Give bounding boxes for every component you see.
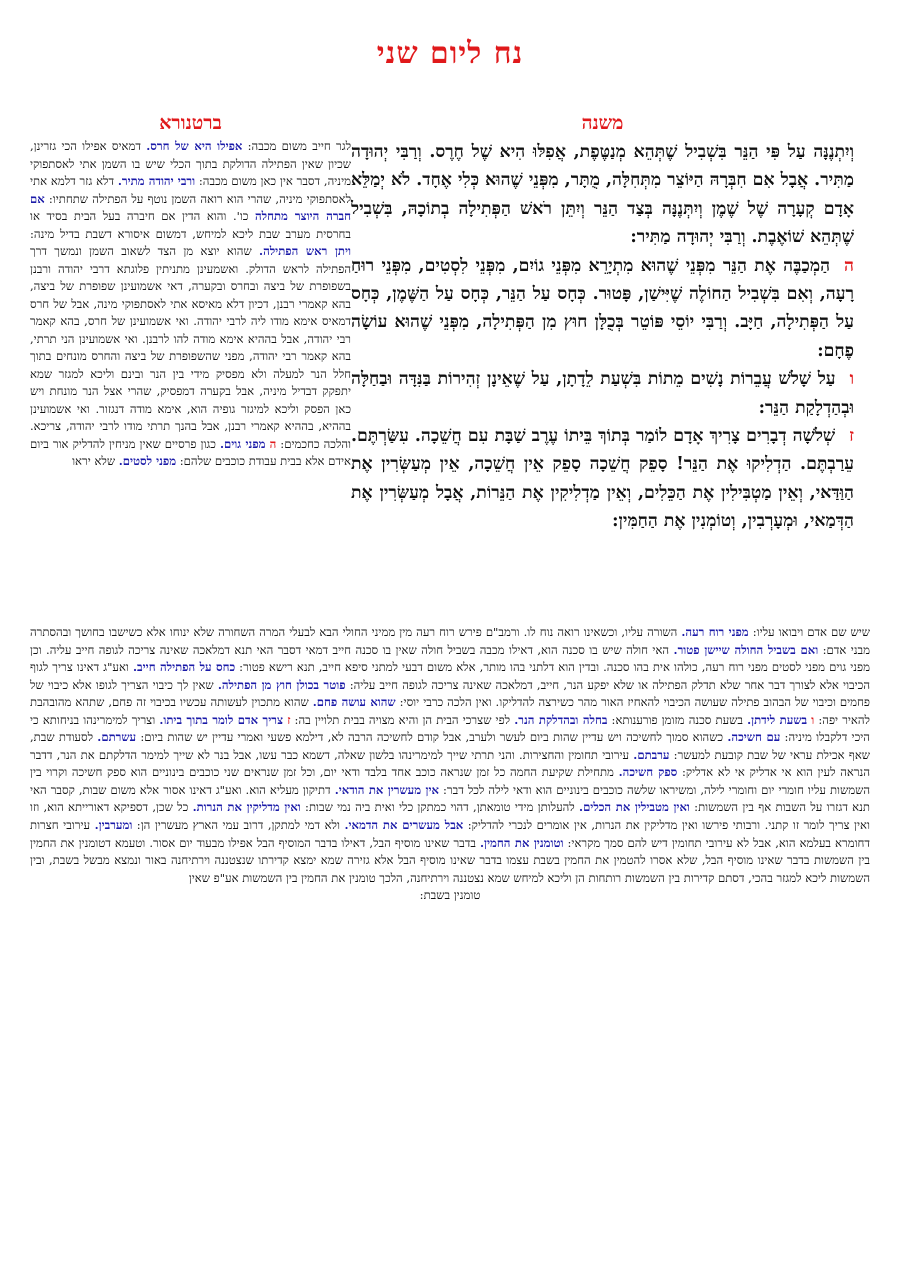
commentary-headword: אם חברה היוצר מתחלה [30,191,351,223]
commentary-headword: ואין מדליקין את הנרות. [192,800,301,815]
mishnah-paragraph [351,426,854,531]
commentary-text: בשעת סכנה מזומן פורענותא: [607,712,748,727]
mishnah-number: ז [849,426,854,447]
commentary-text: עירובי תחומין והחצירות. והני תרתי שייך למימרינהו בלשון שאלה, דשמא כבר עשו, אבל בנר לא שייך למימר הדלקתם את הנר, דדבר הנראה לעין הוא אי אדליק אי לא אדליק: [30,747,870,780]
commentary-headword: מפני רוח רעה. [681,625,749,639]
mishnah-number: ה [844,255,854,276]
commentary-text: להעלותן מידי טומאתן, דהוי כמתקן כלי ואית ביה נמי שבות: [300,800,580,815]
mishnah-paragraph [351,369,854,417]
commentary-headword: ויתן ראש הפתילה. [259,244,352,258]
commentary-mishnah-marker: ז [287,712,291,727]
mishnah-passage: שְׁלֹשָׁה דְבָרִים צָרִיךְ אָדָם לוֹמַר בְּתוֹךְ בֵּיתוֹ עֶרֶב שַׁבָּת עִם חֲשֵׁכָה. עִשַּׂרְתֶּם. עֵרַבְתֶּם. הַדְלִיקוּ אֶת הַנֵּר! סָפֵק חֲשֵׁכָה סָפֵק אֵין חֲשֵׁכָה, אֵין מְעַשְּׂרִין אֶת הַוַּדַּאי, וְאֵין מַטְבִּילִין אֶת הַכֵּלִים, וְאֵין מַדְלִיקִין אֶת הַנֵּרוֹת, אֲבָל מְעַשְּׂרִין אֶת הַדְּמַאי, וּמְעָרְבִין, וְטוֹמְנִין אֶת הַחַמִּין: [351,426,854,532]
commentary-text: דתיקון מעליא הוא. ואע"ג דאינו אסור אלא משום שבות, קסבר האי תנא דגזרו על השבות אף בין השמשות: [30,782,870,815]
commentary-text: כגון פרסיים שאין מניחין להדליק אור ביום אידם אלא בבית עבודת כוכבים שלהם: [30,436,351,468]
commentary-text: שלא יראו [72,454,119,468]
commentary-headword: בחלה ובהדלקת הנר. [514,712,608,727]
commentary-headword: אין מעשרין את הודאי. [334,782,439,797]
commentary-headword: אבל מעשרים את הדמאי. [344,818,464,833]
commentary-text: כו'. והוא הדין אם חיברה בעל הבית בסיד או בחרסית מערב שבת ליכא למיחש, דמשום איסורא דשבת בדיל מינה: [30,209,351,241]
commentary-headword: מפני גוים. [220,436,266,451]
commentary-mishnah-marker: ה [269,436,277,451]
commentary-headword: ואם בשביל החולה שיישן פטור. [673,642,819,657]
mishnah-number: ו [849,369,854,390]
bartenura-last-line: טומנין בשבת: [419,888,481,903]
commentary-text: שהוא מתכוין לעשותה עכשיו בכיבוי זה פחם, שתהא מהובהבת להאיר יפה: [30,695,870,727]
mishnah-text [351,138,854,536]
commentary-headword: פוטר בכולן חוץ מן הפתילה. [217,677,346,692]
commentary-text: בדבר שאינו מוסיף הבל, דאילו בדבר המוסיף הבל אפילו מבעוד יום אסור. וטעמא דטומנין את החמין בין השמשות בדבר שאינו מוסיף הבל, שלא אסרו להטמין את החמין בשבת עצמו בדבר שאינו מוסיף הבל אלא גזירה שמא ימצא קדירתו שנצטננה וירתיחנה באור ונמצא מבשל בשבת, ובין השמשות ליכא למגזר בהכי, דסתם קדירות בין השמשות רותחות הן וליכא למיחש שמא נצטננה וירתיחנה, הלכך טומנין את החמין בין השמשות אע"פ שאין [30,835,870,885]
commentary-text: עירובי חצרות דחומרא בעלמא הוא, אבל לא עירובי תחומין דיש להם סמך מקראי: [30,818,870,850]
commentary-headword: ורבי יהודה מתיר. [117,174,196,188]
bartenura-heading: ברטנורא [159,112,222,134]
mishnah-passage: עַל שָׁלֹשׁ עֲבֵרוֹת נָשִׁים מֵתוֹת בִּשְׁעַת לֵדָתָן, עַל שֶׁאֵינָן זְהִירוֹת בַּנִּדָּה וּבַחַלָּה וּבְהַדְלָקַת הַנֵּר: [351,369,854,418]
mishnah-heading: משנה [581,112,624,134]
commentary-text: שיש שם אדם ויבואו עליו: [748,625,870,639]
commentary-headword: ערבתם. [633,747,670,762]
mishnah-passage: הַמְכַבֶּה אֶת הַנֵּר מִפְּנֵי שֶׁהוּא מִתְיָרֵא מִפְּנֵי גוֹיִם, מִפְּנֵי לִסְטִים, מִפְּנֵי רוּחַ רָעָה, וְאִם בִּשְׁבִיל הַחוֹלֶה שֶׁיִּישַׁן, פָּטוּר. כְּחָס עַל הַנֵּר, כְּחָס עַל הַשֶּׁמֶן, כְּחָס עַל הַפְּתִילָה, חַיָּב. וְרַבִּי יוֹסֵי פּוֹטֵר בְּכֻלָּן חוּץ מִן הַפְּתִילָה, מִפְּנֵי שֶׁהוּא עוֹשָׂה פֶחָם: [351,255,854,361]
commentary-text: האי חולה שיש בו סכנה הוא, דאילו מכבה בשביל חולה שאין בו סכנה חייב דמאי דסבר האי תנא דמלאכה שאינה צריכה לגופה חייב עליה. וכן מפני גוים מפני לסטים מפני רוח רעה, כולהו אית בהו סכנה. ובדין הוא דלתני בהו מותר, אלא משום דבעי למתני סיפא חייב, תנא רישא פטור: [30,642,870,675]
page-title: נח ליום שני [376,36,524,71]
commentary-headword: אפילו היא של חרס. [146,139,243,153]
commentary-text: השורה עליו, וכשאינו רואה נוח לו. ורמב"ם פירש רוח רעה מין ממיני החולי הבא לבעלי המרה השחורה שלא ינוחו אלא כשישבו בחושך ובהסתרה מבני אדם: [30,625,870,657]
commentary-headword: ואין מטבילין את הכלים. [579,800,690,815]
commentary-headword: ומערבין. [94,818,133,833]
commentary-text: כל שכן, דספיקא דאורייתא הוא, וזו ואין צריך לומר זו קתני. ורבותי פירשו ואין מדליקין את הנרות, אין אומרים לנכרי להדליק: [30,800,870,833]
commentary-text: ולא דמי למתקן, דרוב עמי הארץ מעשרין הן: [132,818,345,833]
commentary-headword: מפני לסטים. [118,454,177,468]
commentary-headword: עשרתם. [97,730,137,745]
commentary-text: וצריך למימרינהו בניחותא כי היכי דלקבלו מיניה: [30,712,870,745]
commentary-text: מתחילת שקיעת החמה כל זמן שנראה כוכב אחד בלבד ודאי יום, וכל זמן שנראים שני כוכבים בינוניים הוא ספק חשיכה וקרוי בין השמשות עליו חומרי יום וחומרי לילה, ומשיראו שלשה כוכבים בינוניים הוא ודאי לילה לכל דבר: [30,765,870,797]
commentary-headword: עם חשיכה. [727,730,781,745]
commentary-headword: כחס על הפתילה חייב. [132,660,236,675]
commentary-text: שאין לך כיבוי הצריך לגופו אלא כיבוי של פחמים וכיבוי של הבהוב פתילה שעושה הכיבוי להאחיז האור מהר כשירצה להדליקו. ואין הלכה כרבי יוסי: [30,677,870,710]
mishnah-paragraph [351,142,854,247]
commentary-headword: וטומנין את החמין. [480,835,564,850]
bartenura-column [30,112,351,471]
commentary-text: דמאיס אפילו הכי גזרינן, שכיון שאין הפתילה הדולקת בתוך הכלי שיש בו השמן אתי לאסתפוקי מיניה, דסבר אין כאן משום מכבה: [30,139,351,188]
commentary-text: שהוא יוצא מן הצד לשאוב השמן ונמשך דרך הפתילה לראש הדולק. ואשמעינן מתניתין פלוגתא דרבי יהודה ורבנן בשפופרת של ביצה ובחרס ובקערה, דאי אשמועינן שפופרת של ביצה, בהא קאמרי רבנן, דכיון דלא מאיסא אתי לאסתפוקי מינה, אבל של חרס דמאיס אימא מודו ליה לרבי יהודה. ואי אשמועינן של חרס, בהא קאמר רבי יהודה, אבל בההיא אימא מודה להו לרבנן. ואי אשמועינן הני תרתי, בהא קאמר רבי יהודה, מפני שהשפופרת של ביצה והחרס מונחים בתוך חלל הנר למעלה ולא מפסיק מידי בין הנר ובינם וליכא למגזר שמא יתפקק דבדיל מיניה, אבל בקערה דמפסיק, שהרי אצל הנר מונחת ויש כאן הפסק וליכא למיגזר גופיה הוא, אימא מודה דנגזור. ואי אשמועינן בההיא, בההיא קאמרי רבנן, אבל בהנך תרתי מודו לרבי יהודה, צריכא. והלכה כחכמים: [30,244,352,451]
commentary-text: ואע"ג דאינו צריך לגוף הכיבוי אלא לצורך דבר אחר שלא תדלק הפתילה או שלא יפקע הנר, חייב, דמלאכה שאינה צריכה לגופה חייב עליה: [30,660,871,692]
mishnah-passage: וְיִתְנֶנָּה עַל פִּי הַנֵּר בִּשְׁבִיל שֶׁתְּהֵא מְנַטֶּפֶת, אֲפִלּוּ הִיא שֶׁל חֶרֶס. וְרַבִּי יְהוּדָה מַתִּיר. אֲבָל אִם חִבְּרָהּ הַיּוֹצֵר מִתְּחִלָּה, מֻתָּר, מִפְּנֵי שֶׁהוּא כְּלִי אֶחָד. לֹא יְמַלֵּא אָדָם קְעָרָה שֶׁל שֶׁמֶן וְיִתְּנֶנָּה בְּצַד הַנֵּר וְיִתֵּן רֹאשׁ הַפְּתִילָה בְתוֹכָהּ, בִּשְׁבִיל שֶׁתְּהֵא שׁוֹאֶבֶת. וְרַבִּי יְהוּדָה מַתִּיר: [351,142,854,248]
mishnah-paragraph [351,256,854,361]
commentary-headword: שהוא עושה פחם. [312,695,396,710]
commentary-text: לסעודת שבת, שאף אכילת עראי של שבת קובעת למעשר: [30,730,871,762]
commentary-text: לגר חייב משום מכבה: [242,139,351,153]
commentary-headword: בשעת לידתן. [747,712,808,727]
commentary-headword: צריך אדם לומר בתוך ביתו. [159,712,284,727]
commentary-text: דלא גזר דלמא אתי לאסתפוקי מיניה, שהרי הוא רואה השמן נוטף על הפתילה שתחתיו: [30,174,351,206]
bartenura-side-text [30,138,351,471]
bartenura-bottom-text [30,624,870,905]
commentary-headword: ספק חשיכה. [618,765,678,780]
commentary-text: לפי שצרכי הבית הן והיא מצויה בבית תלויין בה: [290,712,515,727]
mishnah-column [351,112,854,536]
commentary-text: כשהוא סמוך לחשיכה ויש עדיין שהות ביום לעשר ולערב, אבל קודם לחשיכה הרבה לא, דילמא פשעי ואמרי עדיין יש שהות ביום: [136,730,728,745]
commentary-mishnah-marker: ו [811,712,815,727]
